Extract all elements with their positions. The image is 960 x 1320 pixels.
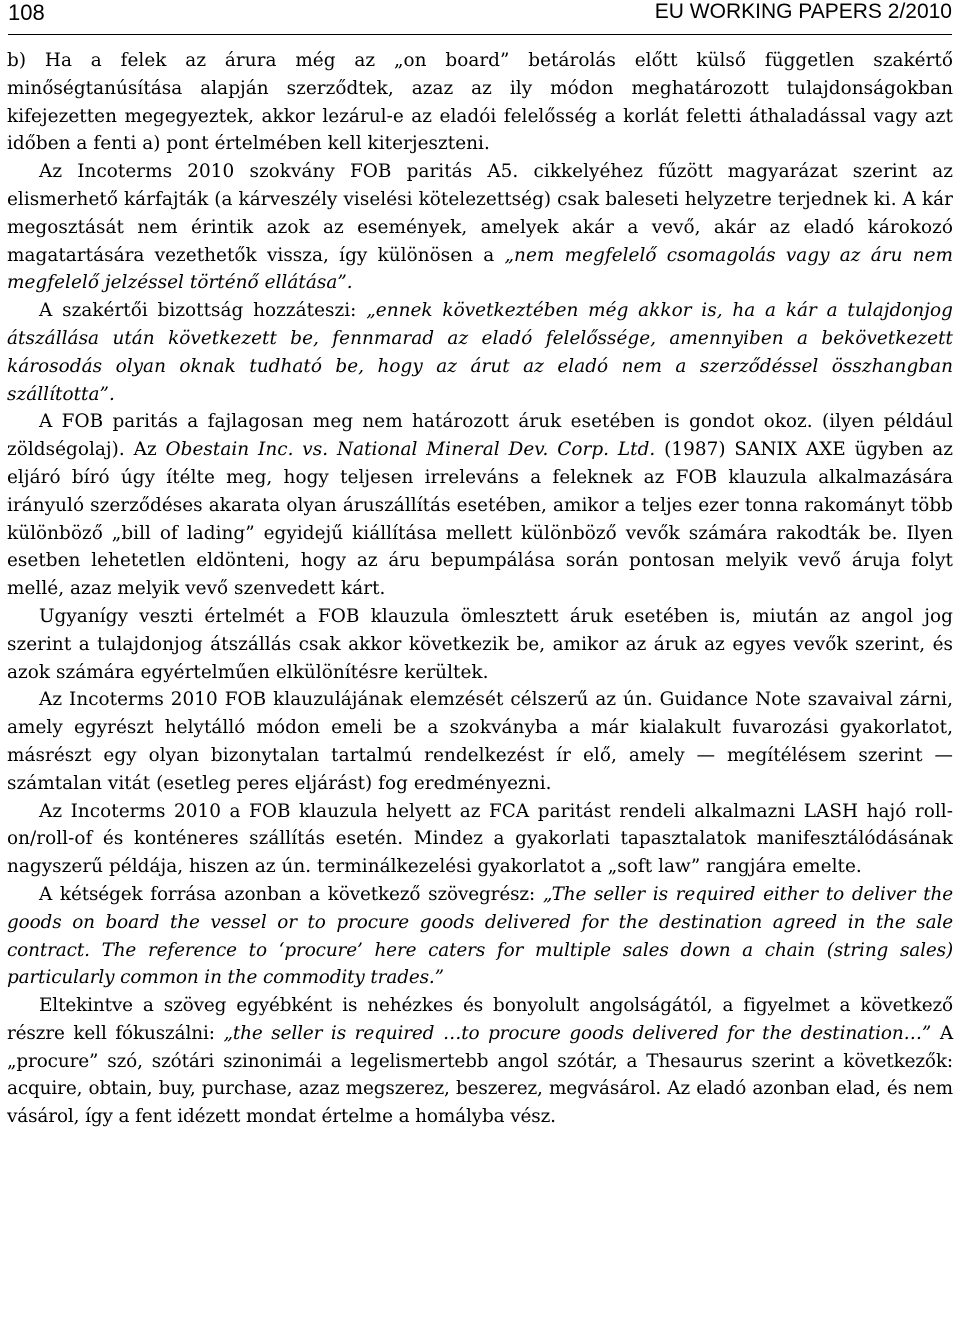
paragraph-4 [7, 408, 953, 603]
body-text [7, 47, 953, 1131]
paragraph-3-text: A szakértői bizottság hozzáteszi: [39, 300, 367, 322]
paragraph-2 [7, 158, 953, 297]
page-number: 108 [8, 0, 45, 25]
paragraph-1: b) Ha a felek az árura még az „on board” betárolás előtt külső független szakértő minőségtanúsítása alapján szerződtek, azaz az ily módon meghatározott tulajdonságokban kifejezetten megegyeztek, akkor lezárul-e az eladói felelősség a korlát feletti áthaladással vagy azt időben a fenti a) pont értelmében kell kiterjeszteni. [7, 50, 953, 155]
paragraph-9 [7, 992, 953, 1131]
paragraph-4-text: A FOB paritás a fajlagosan meg nem határozott áruk esetében is gondot okoz. (ilyen például zöldségolaj). Az [7, 411, 953, 461]
paragraph-6: Az Incoterms 2010 FOB klauzulájának elemzését célszerű az ún. Guidance Note szavaival zárni, amely egyrészt helytálló módon emeli be a szokványba a már kialakult fuvarozási gyakorlatot, másrészt egy olyan bizonytalan tartalmú rendelkezést ír elő, amely — megítélésem szerint — számtalan vitát (esetleg peres eljárást) fog eredményezni. [7, 689, 953, 794]
paragraph-4-case-name: Obestain Inc. vs. National Mineral Dev. Corp. Ltd. [165, 439, 656, 461]
paragraph-9-quote: „the seller is required …to procure goods delivered for the destination…” [223, 1022, 932, 1044]
paragraph-8-quote: „The seller is required either to deliver the goods on board the vessel or to procure goods delivered for the destination agreed in the sale contract. The reference to ‘procure’ here caters for multiple sales down a chain (string sales) particularly common in the commodity trades.” [7, 883, 953, 989]
paragraph-9-text: Eltekintve a szöveg egyébként is nehézkes és bonyolult angolságától, a figyelmet a következő részre kell fókuszálni: [7, 995, 953, 1044]
paragraph-2-text: Az Incoterms 2010 szokvány FOB paritás A5. cikkelyéhez fűzött magyarázat szerint az elismerhető kárfajták (a kárveszély viselési kötelezettség) csak baleseti helyzetre terjednek ki. A kár megosztását nem érintik azok az események, amelyek akár a vevő, akár az eladó károkozó magatartására vezethetők vissza, így különösen a [7, 161, 953, 266]
paragraph-3 [7, 297, 953, 408]
running-title: EU WORKING PAPERS 2/2010 [654, 0, 952, 23]
page-header [8, 0, 952, 36]
paragraph-2-quote: „nem megfelelő csomagolás vagy az áru nem megfelelő jelzéssel történő ellátása”. [7, 244, 953, 294]
paragraph-8 [7, 881, 953, 992]
paragraph-5: Ugyanígy veszti értelmét a FOB klauzula ömlesztett áruk esetében is, miután az angol jog szerint a tulajdonjog átszállás csak akkor következik be, amikor az áruk az egyes vevők szerint, és azok számára egyértelműen elkülönítésre kerültek. [7, 605, 953, 683]
paragraph-3-quote: „ennek következtében még akkor is, ha a kár a tulajdonjog átszállása után következett be, fennmarad az eladó felelőssége, amennyiben a bekövetkezett károsodás olyan oknak tudható be, hogy az árut az eladó nem a szerződéssel összhangban szállította”. [7, 300, 953, 405]
paragraph-9-text-continued: A „procure” szó, szótári szinonimái a legelismertebb angol szótár, a Thesaurus szerint a következők: acquire, obtain, buy, purchase, azaz megszerez, beszerez, megvásárol. Az eladó azonban elad, és nem vásárol, így a fent idézett mondat értelme a homályba vész. [7, 1022, 953, 1128]
header-rule [8, 34, 952, 35]
paragraph-7: Az Incoterms 2010 a FOB klauzula helyett az FCA paritást rendeli alkalmazni LASH hajó roll-on/roll-of és konténeres szállítás esetén. Mindez a gyakorlati tapasztalatok manifesztálódásának nagyszerű példája, hiszen az ún. terminálkezelési gyakorlatot a „soft law” rangjára emelte. [7, 800, 953, 878]
paragraph-4-text-continued: (1987) SANIX AXE ügyben az eljáró bíró úgy ítélte meg, hogy teljesen irreleváns a feleknek az FOB klauzula alkalmazására irányuló szerződéses akarata olyan áruszállítás esetében, amikor a teljes ezer tonna rakományt több különböző „bill of lading” egyidejű kiállítása mellett különböző vevők számára rakodták be. Ilyen esetben lehetetlen eldönteni, hogy az áru bepumpálása során pontosan melyik vevő áruja folyt mellé, azaz melyik vevő szenvedett kárt. [7, 439, 953, 600]
paragraph-8-text: A kétségek forrása azonban a következő szövegrész: [39, 883, 543, 905]
